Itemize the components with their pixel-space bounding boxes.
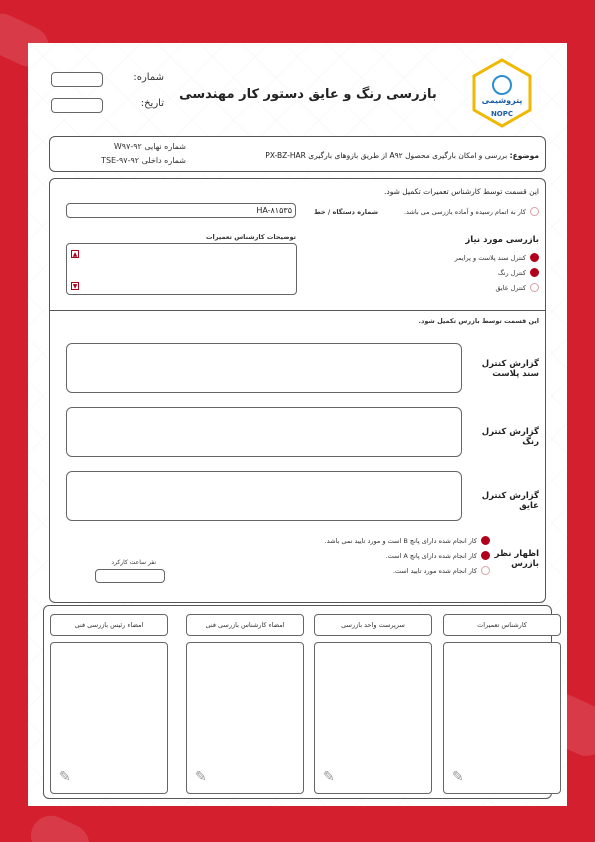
hours-field[interactable] <box>95 569 165 583</box>
option-sandblast-label: کنترل سند پلاست و پرایمر <box>454 254 526 262</box>
sig-pad-inspector[interactable] <box>186 642 304 794</box>
sig-header-supervisor: سرپرست واحد بازرسی <box>314 614 432 636</box>
opinion-b-radio[interactable] <box>481 536 490 545</box>
inspector-heading: این قسمت توسط بازرس تکمیل شود. <box>418 317 539 325</box>
scroll-down-icon[interactable]: ▼ <box>72 283 78 290</box>
report-sandblast-label: گزارش کنترل سند پلاست <box>481 359 539 379</box>
svg-text:پتروشیمی: پتروشیمی <box>481 96 523 105</box>
svg-text:NOPC: NOPC <box>490 110 514 118</box>
signature-pen-icon: ✎ <box>59 769 71 785</box>
signature-pen-icon: ✎ <box>323 769 335 785</box>
form-page <box>28 43 567 806</box>
report-paint-label: گزارش کنترل رنگ <box>481 427 539 447</box>
sig-pad-chief[interactable] <box>50 642 168 794</box>
subject-box <box>49 136 546 172</box>
sig-header-repair: کارشناس تعمیرات <box>443 614 561 636</box>
ready-radio[interactable] <box>530 207 539 216</box>
scroll-up-icon[interactable]: ▲ <box>72 251 78 258</box>
sig-pad-supervisor[interactable] <box>314 642 432 794</box>
signatures-box <box>43 605 552 799</box>
report-sandblast-box[interactable] <box>66 343 462 393</box>
page-title: بازرسی رنگ و عایق دستور کار مهندسی <box>179 87 437 102</box>
option-paint-radio[interactable] <box>530 268 539 277</box>
report-insulation-box[interactable] <box>66 471 462 521</box>
signature-pen-icon: ✎ <box>452 769 464 785</box>
signature-pen-icon: ✎ <box>195 769 207 785</box>
date-field[interactable] <box>51 98 103 113</box>
notes-label: توضیحات کارشناس تعمیرات <box>206 233 296 241</box>
opinion-approved-label: کار انجام شده مورد تایید است. <box>392 567 477 575</box>
subject-text: بررسی و امکان بارگیری محصول A۹۲ از طریق بازوهای بارگیری PX-BZ-HAR <box>265 151 508 160</box>
option-insulation-label: کنترل عایق <box>495 284 526 292</box>
option-insulation-radio[interactable] <box>530 283 539 292</box>
subject-label: موضوع: <box>509 151 539 160</box>
internal-number: شماره داخلی TSE-۹۷-۹۲ <box>101 156 186 165</box>
opinion-heading: اظهار نظر بازرس <box>494 549 539 569</box>
number-field[interactable] <box>51 72 103 87</box>
notes-textarea[interactable] <box>66 243 297 295</box>
report-paint-box[interactable] <box>66 407 462 457</box>
company-logo <box>467 58 537 128</box>
report-insulation-label: گزارش کنترل عایق <box>481 491 539 511</box>
section-divider <box>50 310 545 311</box>
inspection-heading: بازرسی مورد نیاز <box>465 235 539 245</box>
device-label: شماره دستگاه / خط <box>313 208 378 216</box>
hours-label: نفر ساعت کارکرد <box>111 559 156 566</box>
repair-heading: این قسمت توسط کارشناس تعمیرات تکمیل شود. <box>384 187 539 196</box>
opinion-b-label: کار انجام شده دارای پانچ B است و مورد تایید نمی باشد. <box>324 537 477 545</box>
device-number-value: HA-۸۱۵۳۵ <box>256 206 292 215</box>
sig-pad-repair[interactable] <box>443 642 561 794</box>
ready-label: کار به اتمام رسیده و آماده بازرسی می باشد. <box>403 208 526 216</box>
date-label: تاریخ: <box>140 98 164 109</box>
final-number: شماره نهایی W۹۷-۹۲ <box>113 142 186 151</box>
sig-header-chief: امضاء رئیس بازرسی فنی <box>50 614 168 636</box>
main-section-box <box>49 178 546 603</box>
opinion-a-label: کار انجام شده دارای پانچ A است. <box>385 552 477 560</box>
number-label: شماره: <box>133 72 164 83</box>
option-sandblast-radio[interactable] <box>530 253 539 262</box>
option-paint-label: کنترل رنگ <box>497 269 526 277</box>
sig-header-inspector: امضاء کارشناس بازرسی فنی <box>186 614 304 636</box>
